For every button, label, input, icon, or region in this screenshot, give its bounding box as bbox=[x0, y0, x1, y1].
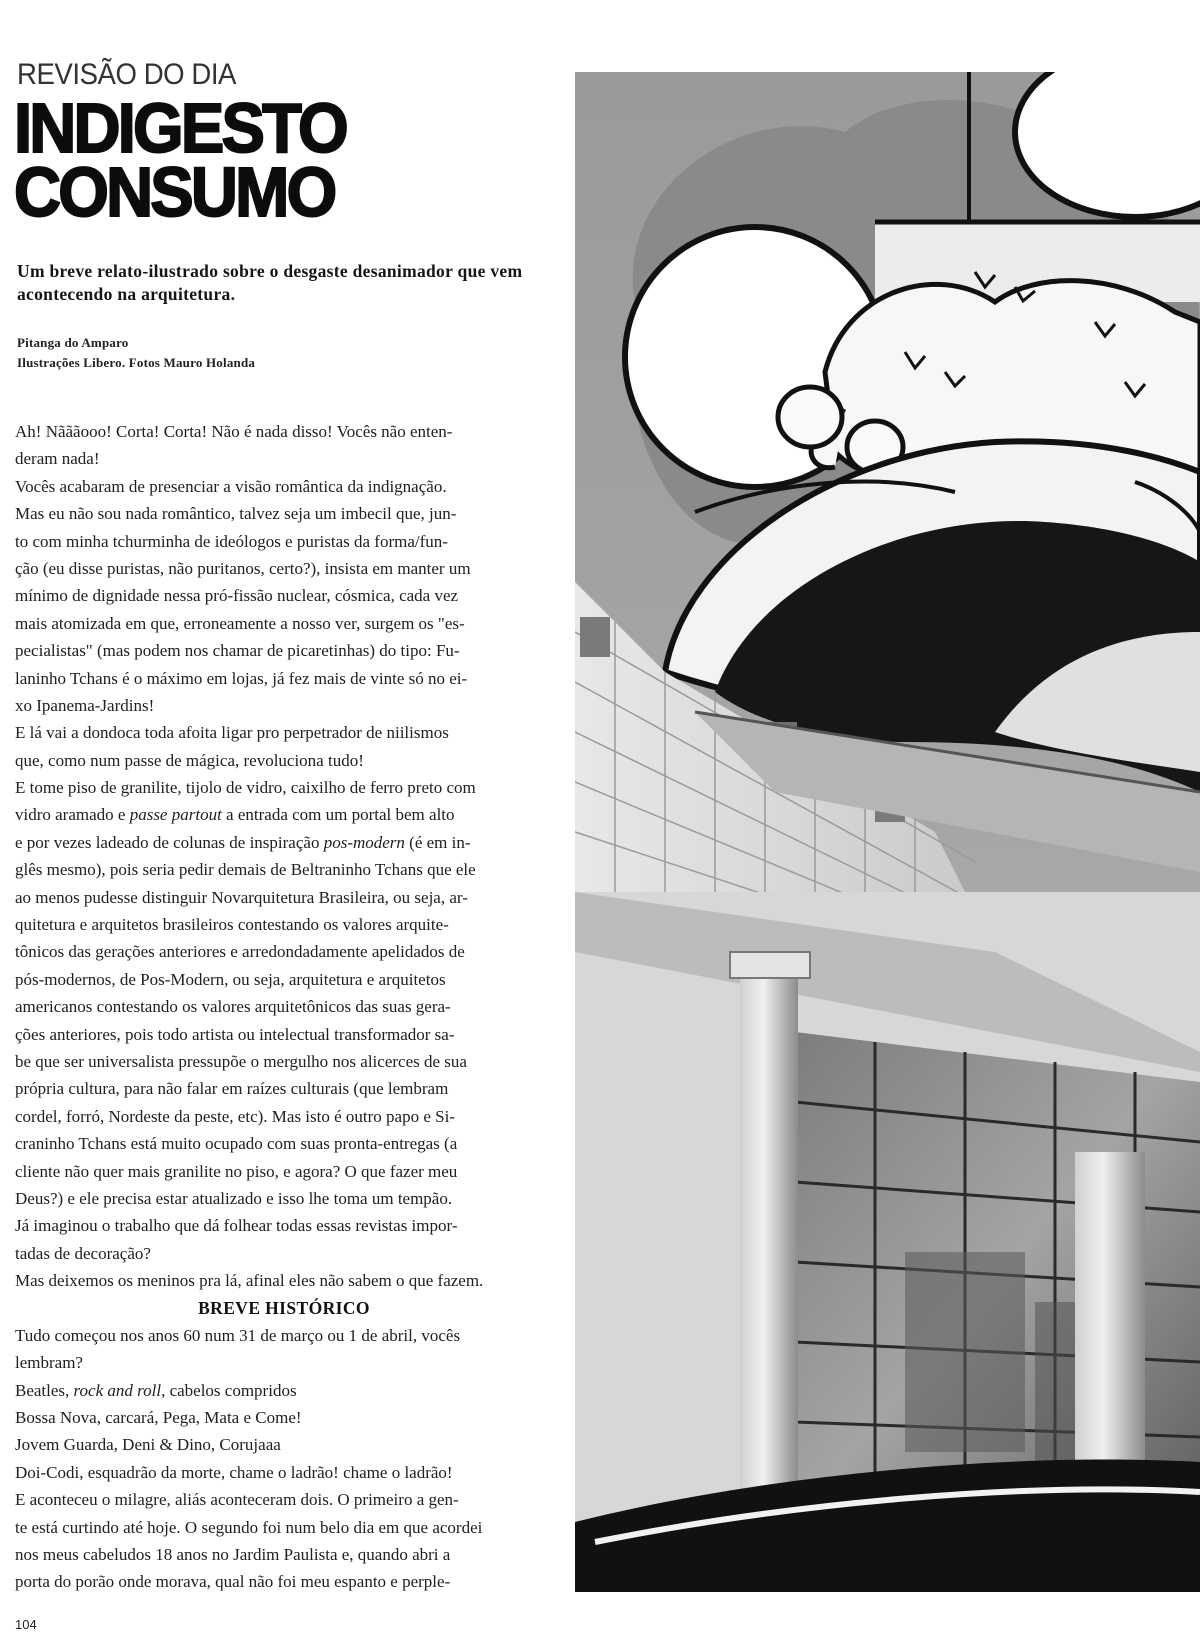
illustrated-photo bbox=[575, 72, 1200, 1592]
credits bbox=[17, 333, 517, 373]
body-text: porta do porão onde morava, qual não foi meu espanto e perple- bbox=[15, 1572, 451, 1592]
body-text: pós-modernos, de Pos-Modern, ou seja, arquitetura e arquitetos bbox=[15, 969, 446, 989]
body-line bbox=[15, 500, 553, 527]
body-text: ção (eu disse puristas, não puritanos, certo?), insista em manter um bbox=[15, 558, 471, 578]
body-text: te está curtindo até hoje. O segundo foi num belo dia em que acordei bbox=[15, 1517, 483, 1537]
body-line bbox=[15, 719, 553, 746]
body-text: Mas eu não sou nada romântico, talvez seja um imbecil que, jun- bbox=[15, 504, 457, 524]
body-text: nos meus cabeludos 18 anos no Jardim Paulista e, quando abri a bbox=[15, 1545, 451, 1565]
body-text: Jovem Guarda, Deni & Dino, Corujaaa bbox=[15, 1435, 281, 1455]
body-line bbox=[15, 473, 553, 500]
body-line bbox=[15, 610, 553, 637]
body-italic-text: passe partout bbox=[129, 805, 222, 825]
body-line bbox=[15, 582, 553, 609]
body-line bbox=[15, 1514, 553, 1541]
body-line bbox=[15, 1075, 553, 1102]
body-line bbox=[15, 1349, 553, 1376]
body-text: Mas deixemos os meninos pra lá, afinal eles não sabem o que fazem. bbox=[15, 1271, 484, 1291]
body-line bbox=[15, 1103, 553, 1130]
body-line bbox=[15, 884, 553, 911]
body-text: cordel, forró, Nordeste da peste, etc). Mas isto é outro papo e Si- bbox=[15, 1106, 455, 1126]
body-text: be que ser universalista pressupõe o mergulho nos alicerces de sua bbox=[15, 1051, 467, 1071]
section-kicker: REVISÃO DO DIA bbox=[17, 58, 237, 91]
body-line bbox=[15, 1322, 553, 1349]
body-line bbox=[15, 1431, 553, 1458]
body-line bbox=[15, 1377, 553, 1404]
body-line bbox=[15, 692, 553, 719]
body-line bbox=[15, 1185, 553, 1212]
body-line bbox=[15, 1158, 553, 1185]
body-text: Já imaginou o trabalho que dá folhear todas essas revistas impor- bbox=[15, 1216, 458, 1236]
body-line bbox=[15, 774, 553, 801]
body-text: E lá vai a dondoca toda afoita ligar pro perpetrador de niilismos bbox=[15, 723, 449, 743]
body-text: E aconteceu o milagre, aliás aconteceram dois. O primeiro a gen- bbox=[15, 1490, 459, 1510]
body-text: Deus?) e ele precisa estar atualizado e isso lhe toma um tempão. bbox=[15, 1188, 453, 1208]
body-line bbox=[15, 665, 553, 692]
body-text: Bossa Nova, carcará, Pega, Mata e Come! bbox=[15, 1408, 302, 1428]
body-line bbox=[15, 1212, 553, 1239]
body-line bbox=[15, 966, 553, 993]
body-line bbox=[15, 1568, 553, 1595]
body-text: e por vezes ladeado de colunas de inspiração bbox=[15, 832, 324, 852]
body-line bbox=[15, 801, 553, 828]
body-line bbox=[15, 418, 553, 445]
body-text: deram nada! bbox=[15, 449, 100, 469]
body-text: , cabelos compridos bbox=[161, 1380, 297, 1400]
body-line bbox=[15, 1404, 553, 1431]
deck: Um breve relato-ilustrado sobre o desgaste desanimador que vem acontecendo na arquitetura. bbox=[17, 261, 523, 304]
body-text: mais atomizada em que, erroneamente a nosso ver, surgem os "es- bbox=[15, 613, 465, 633]
body-text: vidro aramado e bbox=[15, 805, 130, 825]
article-body bbox=[15, 418, 553, 1596]
body-line bbox=[15, 747, 553, 774]
body-line bbox=[15, 1459, 553, 1486]
page-number: 104 bbox=[15, 1617, 37, 1632]
body-line bbox=[15, 911, 553, 938]
body-line bbox=[15, 555, 553, 582]
author-credit: Pitanga do Amparo bbox=[17, 335, 129, 350]
body-line bbox=[15, 829, 553, 856]
body-line bbox=[15, 1021, 553, 1048]
body-text: ao menos pudesse distinguir Novarquitetura Brasileira, ou seja, ar- bbox=[15, 887, 468, 907]
body-line bbox=[15, 528, 553, 555]
body-text: Tudo começou nos anos 60 num 31 de março ou 1 de abril, vocês bbox=[15, 1325, 461, 1345]
body-text: cliente não quer mais granilite no piso, e agora? O que fazer meu bbox=[15, 1161, 458, 1181]
subhead: BREVE HISTÓRICO bbox=[198, 1297, 370, 1318]
body-text: E tome piso de granilite, tijolo de vidro, caixilho de ferro preto com bbox=[15, 778, 476, 798]
body-text: tadas de decoração? bbox=[15, 1243, 151, 1263]
body-part-1 bbox=[15, 418, 553, 1295]
body-line bbox=[15, 1486, 553, 1513]
body-line bbox=[15, 938, 553, 965]
body-text: xo Ipanema-Jardins! bbox=[15, 695, 155, 715]
body-text: mínimo de dignidade nessa pró-fissão nuclear, cósmica, cada vez bbox=[15, 586, 459, 606]
body-line bbox=[15, 637, 553, 664]
body-line bbox=[15, 1541, 553, 1568]
body-line bbox=[15, 1267, 553, 1294]
body-text: que, como num passe de mágica, revoluciona tudo! bbox=[15, 750, 364, 770]
body-text: americanos contestando os valores arquitetônicos das suas gera- bbox=[15, 997, 451, 1017]
body-text: Beatles, bbox=[15, 1380, 74, 1400]
body-italic-text: pos-modern bbox=[323, 832, 405, 852]
body-text: Doi-Codi, esquadrão da morte, chame o ladrão! chame o ladrão! bbox=[15, 1462, 453, 1482]
photo-credit: Ilustrações Libero. Fotos Mauro Holanda bbox=[17, 355, 256, 370]
body-text: própria cultura, para não falar em raízes culturais (que lembram bbox=[15, 1079, 449, 1099]
photo-illustration bbox=[575, 72, 1200, 1592]
body-line bbox=[15, 445, 553, 472]
body-line bbox=[15, 1240, 553, 1267]
body-text: a entrada com um portal bem alto bbox=[221, 805, 455, 825]
body-italic-text: rock and roll bbox=[73, 1380, 162, 1400]
body-line bbox=[15, 1130, 553, 1157]
body-text: lembram? bbox=[15, 1353, 83, 1373]
headline-line-1: INDIGESTO bbox=[14, 89, 346, 167]
body-text: glês mesmo), pois seria pedir demais de Beltraninho Tchans que ele bbox=[15, 860, 476, 880]
body-text: laninho Tchans é o máximo em lojas, já fez mais de vinte só no ei- bbox=[15, 668, 468, 688]
body-text: ções anteriores, pois todo artista ou intelectual transformador sa- bbox=[15, 1024, 455, 1044]
body-line bbox=[15, 856, 553, 883]
body-text: craninho Tchans está muito ocupado com suas pronta-entregas (a bbox=[15, 1134, 458, 1154]
body-line bbox=[15, 1048, 553, 1075]
headline-line-2: CONSUMO bbox=[14, 153, 335, 231]
headline bbox=[14, 89, 371, 231]
body-text: Vocês acabaram de presenciar a visão romântica da indignação. bbox=[15, 476, 447, 496]
body-text: Ah! Nãããooo! Corta! Corta! Não é nada disso! Vocês não enten- bbox=[15, 422, 453, 441]
body-line bbox=[15, 993, 553, 1020]
body-text: tônicos das gerações anteriores e arredondadamente apelidados de bbox=[15, 942, 465, 962]
body-text: to com minha tchurminha de ideólogos e puristas da forma/fun- bbox=[15, 531, 448, 551]
body-text: pecialistas" (mas podem nos chamar de picaretinhas) do tipo: Fu- bbox=[15, 641, 460, 661]
body-part-2 bbox=[15, 1322, 553, 1596]
body-text: (é em in- bbox=[404, 832, 471, 852]
body-text: quitetura e arquitetos brasileiros contestando os valores arquite- bbox=[15, 915, 449, 935]
